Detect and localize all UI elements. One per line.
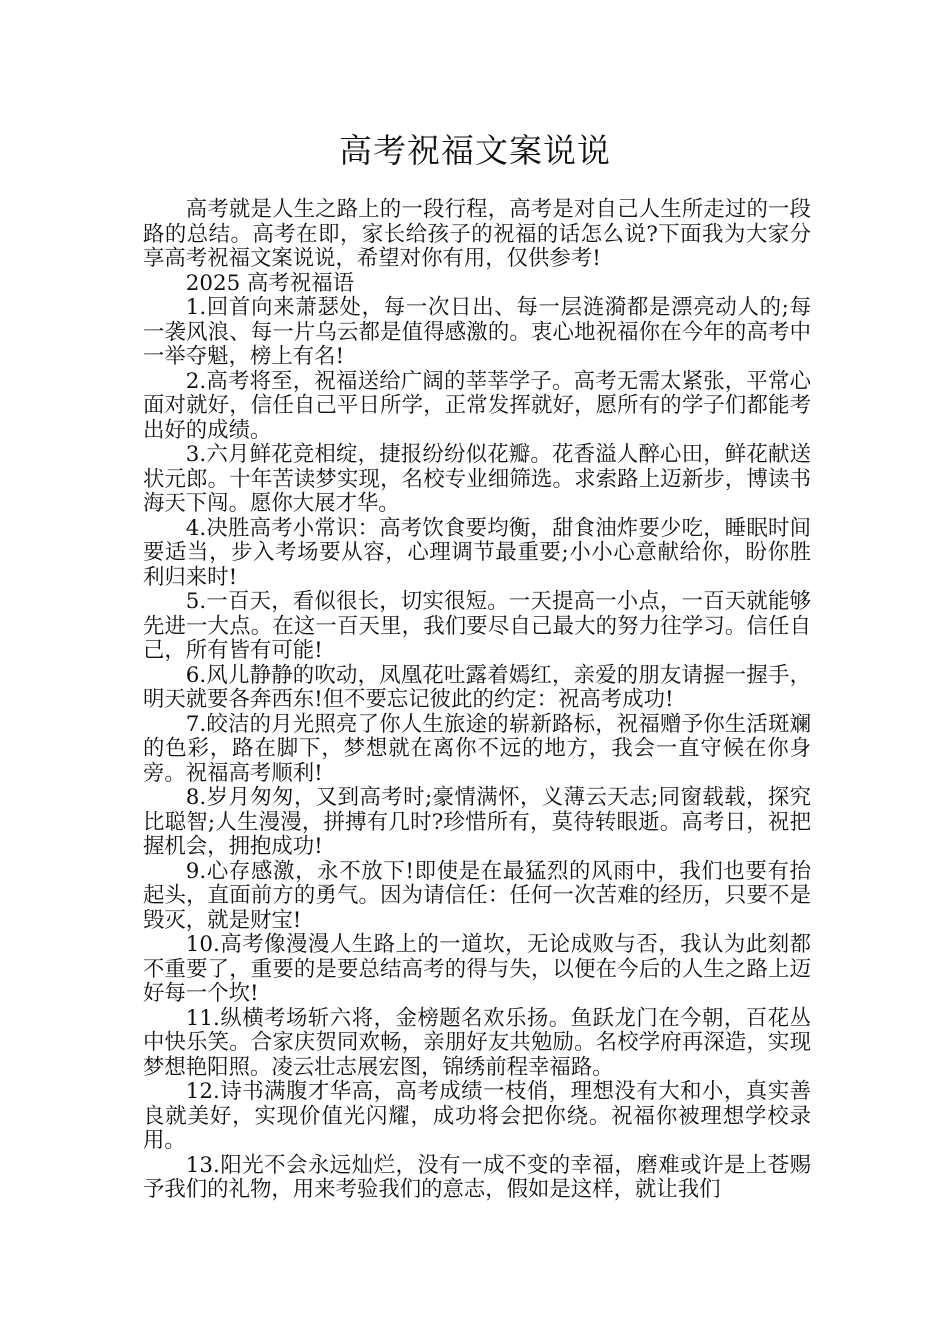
blessing-item-9: 9.心存感激，永不放下!即使是在最猛烈的风雨中，我们也要有抬起头，直面前方的勇气。因为请信任：任何一次苦难的经历，只要不是毁灭，就是财宝! (143, 858, 811, 933)
blessing-item-7: 7.皎洁的月光照亮了你人生旅途的崭新路标，祝福赠予你生活斑斓的色彩，路在脚下，梦想就在离你不远的地方，我会一直守候在你身旁。祝福高考顺利! (143, 711, 811, 786)
blessing-item-5: 5.一百天，看似很长，切实很短。一天提高一小点，一百天就能够先进一大点。在这一百天里，我们要尽自己最大的努力往学习。信任自己，所有皆有可能! (143, 589, 811, 663)
blessing-item-10: 10.高考像漫漫人生路上的一道坎，无论成败与否，我认为此刻都不重要了，重要的是要总结高考的得与失，以便在今后的人生之路上迈好每一个坎! (143, 932, 811, 1006)
blessing-item-8: 8.岁月匆匆，又到高考时;豪情满怀，义薄云天志;同窗载载，探究比聪智;人生漫漫，拼搏有几时?珍惜所有，莫待转眼逝。高考日，祝把握机会，拥抱成功! (143, 785, 811, 859)
blessing-item-2: 2.高考将至，祝福送给广阔的莘莘学子。高考无需太紧张，平常心面对就好，信任自己平日所学，正常发挥就好，愿所有的学子们都能考出好的成绩。 (143, 368, 811, 443)
blessing-item-4: 4.决胜高考小常识：高考饮食要均衡，甜食油炸要少吃，睡眠时间要适当，步入考场要从容，心理调节最重要;小小心意献给你，盼你胜利归来时! (143, 515, 811, 590)
intro-paragraph: 高考就是人生之路上的一段行程，高考是对自己人生所走过的一段路的总结。高考在即，家长给孩子的祝福的话怎么说?下面我为大家分享高考祝福文案说说，希望对你有用，仅供参考! (143, 197, 811, 271)
blessing-item-6: 6.风儿静静的吹动，凤凰花吐露着嫣红，亲爱的朋友请握一握手，明天就要各奔西东!但不要忘记彼此的约定：祝高考成功! (143, 662, 811, 712)
document-body (143, 198, 811, 1203)
blessing-item-11: 11.纵横考场斩六将，金榜题名欢乐扬。鱼跃龙门在今朝，百花丛中快乐笑。合家庆贺同欢畅，亲朋好友共勉励。名校学府再深造，实现梦想艳阳照。凌云壮志展宏图，锦绣前程幸福路。 (143, 1005, 811, 1080)
blessing-item-13: 13.阳光不会永远灿烂，没有一成不变的幸福，磨难或许是上苍赐予我们的礼物，用来考验我们的意志，假如是这样，就让我们 (143, 1152, 811, 1202)
blessing-item-3: 3.六月鲜花竞相绽，捷报纷纷似花瓣。花香溢人醉心田，鲜花献送状元郎。十年苦读梦实现，名校专业细筛选。求索路上迈新步，博读书海天下闯。愿你大展才华。 (143, 442, 811, 516)
blessing-item-12: 12.诗书满腹才华高，高考成绩一枝俏，理想没有大和小，真实善良就美好，实现价值光闪耀，成功将会把你绕。祝福你被理想学校录用。 (143, 1079, 811, 1153)
page-title: 高考祝福文案说说 (339, 131, 611, 170)
blessing-item-1: 1.回首向来萧瑟处，每一次日出、每一层涟漪都是漂亮动人的;每一袭风浪、每一片乌云都是值得感激的。衷心地祝福你在今年的高考中一举夺魁，榜上有名! (143, 295, 811, 369)
section-heading: 2025 高考祝福语 (185, 270, 354, 296)
